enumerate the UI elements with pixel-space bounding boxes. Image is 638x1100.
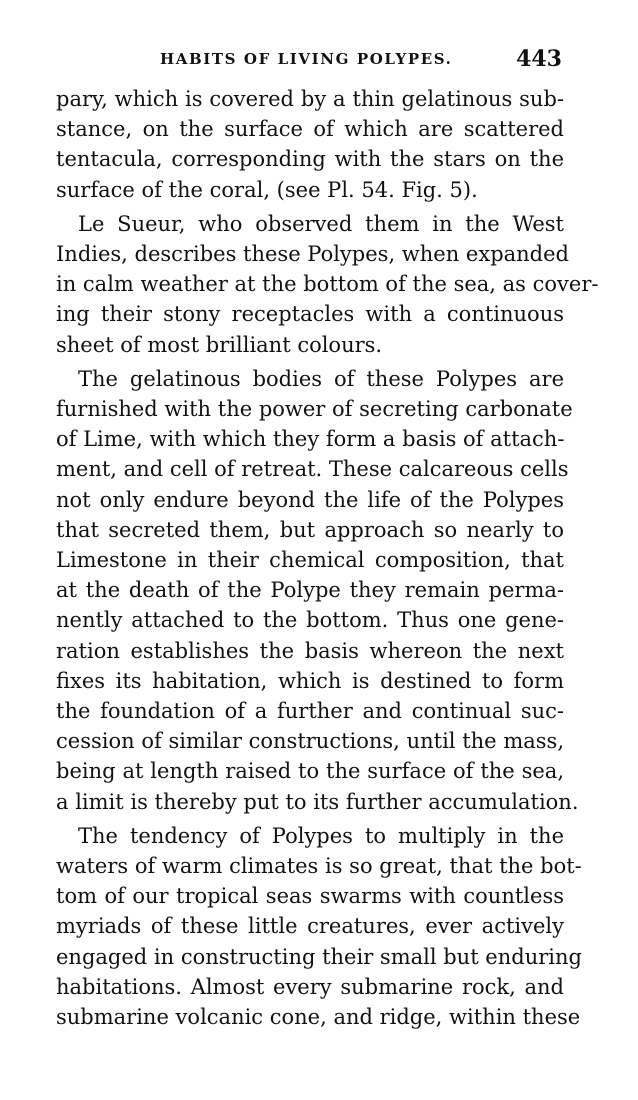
- paragraph-3: [56, 364, 579, 817]
- text-line: being at length raised to the surface of the sea,: [56, 759, 564, 784]
- book-page: [56, 44, 599, 1032]
- text-line: habitations. Almost every submarine rock, and: [56, 974, 564, 999]
- text-line: that secreted them, but approach so nearly to: [56, 517, 564, 542]
- text-line: The gelatinous bodies of these Polypes are: [78, 366, 564, 391]
- text-line: ing their stony receptacles with a continuous: [56, 302, 564, 327]
- text-line: furnished with the power of secreting carbonate: [56, 397, 573, 422]
- paragraph-1: [56, 84, 564, 205]
- page-number: 443: [516, 46, 562, 72]
- running-head: [56, 44, 564, 84]
- text-line: ration establishes the basis whereon the next: [56, 638, 564, 663]
- text-line: myriads of these little creatures, ever actively: [56, 914, 564, 939]
- text-line: engaged in constructing their small but enduring: [56, 944, 582, 969]
- running-title: HABITS OF LIVING POLYPES.: [160, 50, 453, 68]
- text-line: Le Sueur, who observed them in the West: [78, 211, 564, 236]
- text-line: submarine volcanic cone, and ridge, within these: [56, 1005, 581, 1030]
- text-line: nently attached to the bottom. Thus one gene-: [56, 608, 564, 633]
- text-line: ment, and cell of retreat. These calcareous cells: [56, 457, 569, 482]
- text-line: surface of the coral, (see Pl. 54. Fig. 5).: [56, 177, 478, 202]
- text-line: cession of similar constructions, until the mass,: [56, 729, 564, 754]
- text-line: tom of our tropical seas swarms with countless: [56, 884, 564, 909]
- text-line: stance, on the surface of which are scattered: [56, 117, 564, 142]
- paragraph-2: [56, 209, 599, 360]
- text-line: not only endure beyond the life of the Polypes: [56, 487, 564, 512]
- text-line: waters of warm climates is so great, that the bot-: [56, 854, 582, 879]
- paragraph-4: [56, 821, 582, 1032]
- text-line: of Lime, with which they form a basis of attach-: [56, 427, 565, 452]
- text-line: Limestone in their chemical composition, that: [56, 548, 564, 573]
- text-line: in calm weather at the bottom of the sea, as cover-: [56, 272, 599, 297]
- text-line: pary, which is covered by a thin gelatinous sub-: [56, 87, 564, 111]
- text-line: fixes its habitation, which is destined to form: [56, 668, 564, 693]
- text-line: sheet of most brilliant colours.: [56, 332, 383, 357]
- text-line: a limit is thereby put to its further accumulation.: [56, 789, 579, 814]
- text-line: tentacula, corresponding with the stars on the: [56, 147, 564, 172]
- text-line: The tendency of Polypes to multiply in the: [78, 823, 564, 848]
- text-line: Indies, describes these Polypes, when expanded: [56, 242, 569, 267]
- text-line: the foundation of a further and continual suc-: [56, 699, 564, 724]
- text-line: at the death of the Polype they remain perma-: [56, 578, 564, 603]
